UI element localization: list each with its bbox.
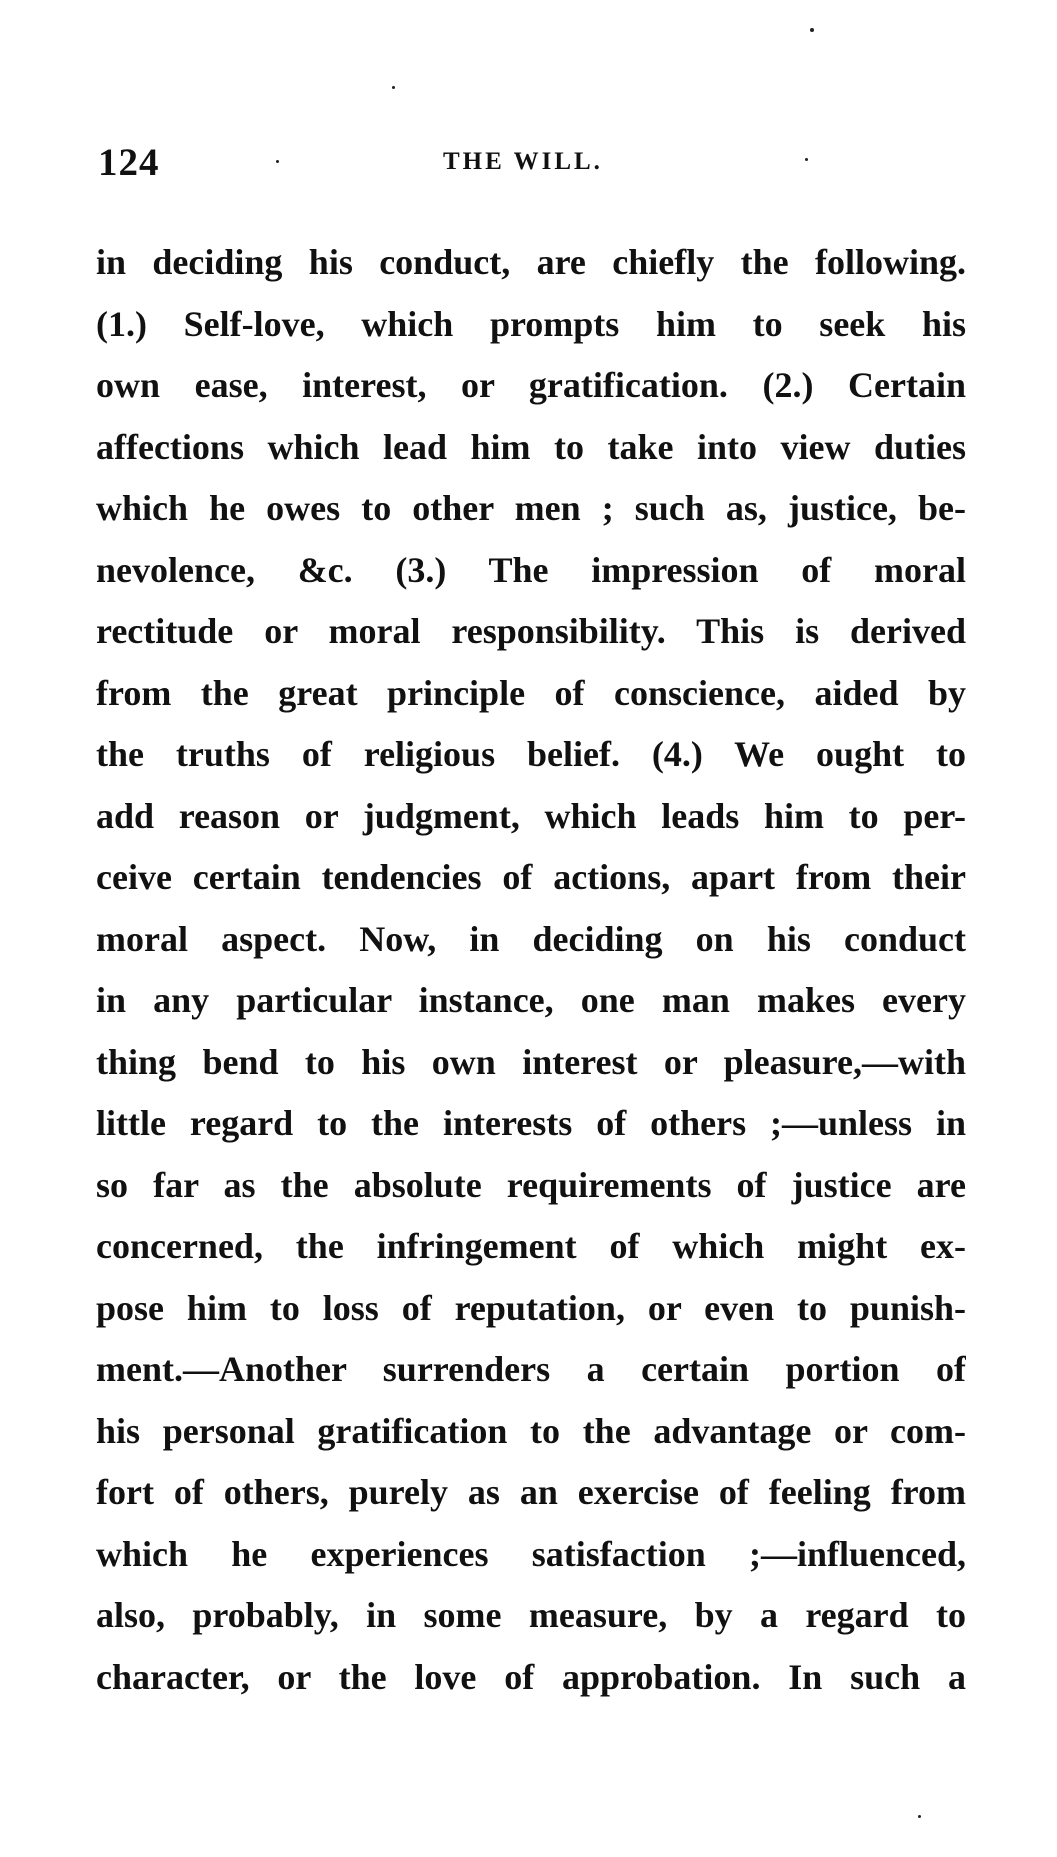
text-line: in any particular instance, one man makes every — [96, 980, 966, 1020]
text-line: add reason or judgment, which leads him to per- — [96, 795, 966, 836]
text-line: nevolence, &c. (3.) The impression of moral — [96, 549, 966, 590]
text-line: thing bend to his own interest or pleasure,—with — [96, 1041, 966, 1082]
running-title: THE WILL. — [443, 148, 603, 175]
text-line: pose him to loss of reputation, or even to punish- — [96, 1287, 966, 1328]
body-text — [96, 232, 966, 1708]
text-line: which he owes to other men ; such as, justice, be- — [96, 488, 966, 528]
text-line: which he experiences satisfaction ;—influenced, — [96, 1533, 966, 1574]
text-line: so far as the absolute requirements of justice are — [96, 1164, 966, 1205]
text-line: moral aspect. Now, in deciding on his conduct — [96, 918, 966, 959]
page-header — [98, 140, 968, 200]
page-number: 124 — [98, 141, 160, 184]
text-line: the truths of religious belief. (4.) We ought to — [96, 734, 966, 774]
text-line: fort of others, purely as an exercise of feeling from — [96, 1472, 966, 1512]
specks-decoration — [810, 28, 814, 32]
text-line: own ease, interest, or gratification. (2.) Certain — [96, 365, 966, 405]
text-line: rectitude or moral responsibility. This is derived — [96, 611, 966, 651]
text-line: (1.) Self-love, which prompts him to seek his — [96, 303, 966, 344]
specks-decoration — [392, 86, 395, 89]
text-line: concerned, the infringement of which might ex- — [96, 1226, 966, 1266]
text-line: affections which lead him to take into view duties — [96, 426, 966, 467]
text-line: from the great principle of conscience, aided by — [96, 672, 966, 713]
text-line: his personal gratification to the advantage or com- — [96, 1410, 966, 1451]
text-line: ceive certain tendencies of actions, apart from their — [96, 857, 966, 897]
text-line: ment.—Another surrenders a certain portion of — [96, 1349, 966, 1389]
text-line: also, probably, in some measure, by a regard to — [96, 1595, 966, 1635]
specks-decoration — [918, 1815, 921, 1818]
text-line: little regard to the interests of others ;—unless in — [96, 1103, 966, 1143]
text-line: in deciding his conduct, are chiefly the following. — [96, 242, 966, 282]
text-line: character, or the love of approbation. In such a — [96, 1656, 966, 1697]
